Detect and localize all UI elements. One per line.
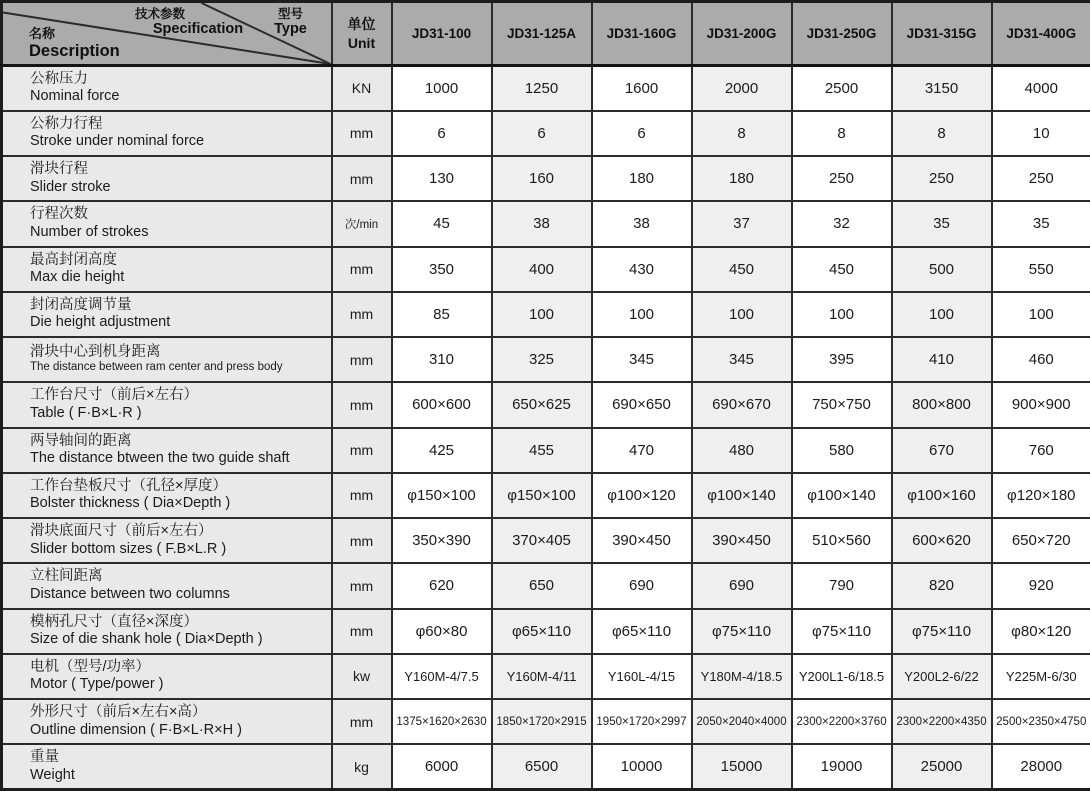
column-header-jd31-160g: JD31-160G (592, 2, 692, 66)
spec-value: 160 (492, 156, 592, 201)
spec-value: 500 (892, 247, 992, 292)
row-label-cn: 行程次数 (30, 206, 88, 223)
row-label (2, 201, 332, 246)
spec-value: 130 (392, 156, 492, 201)
row-label-en: Stroke under nominal force (30, 133, 205, 150)
row-label-en: Bolster thickness ( Dia×Depth ) (30, 495, 231, 512)
spec-value: φ75×110 (892, 609, 992, 654)
spec-value: 100 (592, 292, 692, 337)
spec-value: 180 (692, 156, 792, 201)
row-unit: kg (332, 744, 392, 789)
spec-value: 345 (692, 337, 792, 382)
spec-value: 650×625 (492, 382, 592, 427)
row-label (2, 518, 332, 563)
header-unit-cn: 单位 (347, 16, 376, 33)
spec-row (2, 382, 1090, 427)
spec-value: φ100×120 (592, 473, 692, 518)
spec-value: 100 (992, 292, 1090, 337)
spec-value: 550 (992, 247, 1090, 292)
row-label-cn: 公称力行程 (30, 115, 103, 132)
spec-value: 2300×2200×3760 (792, 699, 892, 744)
spec-value: 370×405 (492, 518, 592, 563)
spec-value: 8 (692, 111, 792, 156)
diagonal-header-cell (2, 2, 332, 66)
row-label-cn: 滑块行程 (30, 161, 88, 178)
spec-value: 35 (992, 201, 1090, 246)
spec-value: 430 (592, 247, 692, 292)
row-label (2, 292, 332, 337)
spec-row (2, 518, 1090, 563)
row-label-en: Slider stroke (30, 178, 111, 195)
spec-value: 650 (492, 563, 592, 608)
spec-value: 395 (792, 337, 892, 382)
spec-value: 100 (492, 292, 592, 337)
spec-value: φ65×110 (492, 609, 592, 654)
spec-value: Y180M-4/18.5 (692, 654, 792, 699)
spec-value: 6 (492, 111, 592, 156)
column-header-jd31-400g: JD31-400G (992, 2, 1090, 66)
row-label (2, 654, 332, 699)
spec-value: 790 (792, 563, 892, 608)
spec-value: 600×620 (892, 518, 992, 563)
spec-value: 690 (692, 563, 792, 608)
row-unit: mm (332, 247, 392, 292)
spec-value: 250 (792, 156, 892, 201)
header-row (2, 2, 1090, 66)
spec-value: 390×450 (692, 518, 792, 563)
spec-value: φ100×140 (792, 473, 892, 518)
spec-value: 6500 (492, 744, 592, 789)
spec-row (2, 428, 1090, 473)
spec-value: 180 (592, 156, 692, 201)
spec-value: 580 (792, 428, 892, 473)
spec-value: 460 (992, 337, 1090, 382)
spec-value: 650×720 (992, 518, 1090, 563)
spec-value: 1950×1720×2997 (592, 699, 692, 744)
spec-value: Y160M-4/11 (492, 654, 592, 699)
spec-value: φ120×180 (992, 473, 1090, 518)
row-unit: mm (332, 292, 392, 337)
spec-value: 2500×2350×4750 (992, 699, 1090, 744)
spec-value: 28000 (992, 744, 1090, 789)
spec-value: 38 (492, 201, 592, 246)
row-label-en: Slider bottom sizes ( F.B×L.R ) (30, 540, 227, 557)
spec-value: φ150×100 (392, 473, 492, 518)
spec-value: 10 (992, 111, 1090, 156)
spec-value: 510×560 (792, 518, 892, 563)
spec-value: Y200L1-6/18.5 (792, 654, 892, 699)
spec-value: 1375×1620×2630 (392, 699, 492, 744)
row-label (2, 337, 332, 382)
spec-value: 1600 (592, 66, 692, 111)
spec-value: 45 (392, 201, 492, 246)
spec-row (2, 292, 1090, 337)
row-label-en: Die height adjustment (30, 314, 171, 331)
spec-value: 100 (692, 292, 792, 337)
row-label (2, 156, 332, 201)
row-label-cn: 电机（型号/功率） (30, 658, 151, 675)
spec-value: 450 (792, 247, 892, 292)
spec-value: 900×900 (992, 382, 1090, 427)
spec-value: 350×390 (392, 518, 492, 563)
spec-value: 920 (992, 563, 1090, 608)
spec-value: 250 (992, 156, 1090, 201)
row-label-en: Size of die shank hole ( Dia×Depth ) (30, 631, 263, 648)
spec-value: 690×650 (592, 382, 692, 427)
column-header-jd31-315g: JD31-315G (892, 2, 992, 66)
row-unit: mm (332, 337, 392, 382)
spec-value: 6 (392, 111, 492, 156)
header-type-cn: 型号 (277, 7, 303, 21)
header-type-label (259, 7, 323, 38)
spec-row (2, 609, 1090, 654)
spec-value: φ75×110 (692, 609, 792, 654)
row-label-en: Distance between two columns (30, 585, 230, 602)
row-label-en: Nominal force (30, 88, 120, 105)
spec-value: 600×600 (392, 382, 492, 427)
spec-value: 85 (392, 292, 492, 337)
row-label-en: Weight (30, 766, 75, 783)
spec-value: 2050×2040×4000 (692, 699, 792, 744)
row-unit: 次/min (332, 201, 392, 246)
spec-value: φ100×160 (892, 473, 992, 518)
row-unit: mm (332, 111, 392, 156)
spec-row (2, 156, 1090, 201)
spec-value: 390×450 (592, 518, 692, 563)
spec-row (2, 66, 1090, 111)
row-label (2, 563, 332, 608)
header-type-en: Type (274, 21, 307, 38)
row-unit: mm (332, 699, 392, 744)
spec-value: 19000 (792, 744, 892, 789)
spec-value: 250 (892, 156, 992, 201)
row-unit: mm (332, 156, 392, 201)
spec-value: 820 (892, 563, 992, 608)
column-header-jd31-125a: JD31-125A (492, 2, 592, 66)
spec-value: 470 (592, 428, 692, 473)
row-label (2, 609, 332, 654)
spec-value: 2500 (792, 66, 892, 111)
spec-value: φ80×120 (992, 609, 1090, 654)
spec-value: Y160M-4/7.5 (392, 654, 492, 699)
spec-value: Y160L-4/15 (592, 654, 692, 699)
row-unit: mm (332, 428, 392, 473)
spec-value: Y200L2-6/22 (892, 654, 992, 699)
spec-value: 2000 (692, 66, 792, 111)
row-label-cn: 滑块底面尺寸（前后×左右） (30, 523, 213, 540)
row-label-cn: 工作台垫板尺寸（孔径×厚度） (30, 477, 227, 494)
spec-value: φ75×110 (792, 609, 892, 654)
spec-value: 6 (592, 111, 692, 156)
row-label (2, 744, 332, 789)
spec-value: φ150×100 (492, 473, 592, 518)
row-label (2, 428, 332, 473)
spec-value: 750×750 (792, 382, 892, 427)
row-unit: mm (332, 518, 392, 563)
spec-value: 3150 (892, 66, 992, 111)
spec-value: 800×800 (892, 382, 992, 427)
row-label-en: Table ( F·B×L·R ) (30, 404, 142, 421)
row-label-cn: 封闭高度调节量 (30, 296, 132, 313)
spec-row (2, 247, 1090, 292)
row-unit: mm (332, 382, 392, 427)
row-label-en: Motor ( Type/power ) (30, 676, 164, 693)
header-unit-en: Unit (347, 34, 376, 51)
spec-value: 10000 (592, 744, 692, 789)
spec-row (2, 201, 1090, 246)
column-header-jd31-250g: JD31-250G (792, 2, 892, 66)
spec-value: 8 (892, 111, 992, 156)
row-label (2, 66, 332, 111)
header-unit (332, 2, 392, 66)
spec-value: 32 (792, 201, 892, 246)
header-specification-cn: 技术参数 (134, 7, 185, 21)
spec-value: 450 (692, 247, 792, 292)
spec-value: 620 (392, 563, 492, 608)
spec-value: 100 (892, 292, 992, 337)
row-label (2, 473, 332, 518)
spec-value: 425 (392, 428, 492, 473)
spec-row (2, 563, 1090, 608)
spec-value: Y225M-6/30 (992, 654, 1090, 699)
spec-value: 325 (492, 337, 592, 382)
spec-value: 400 (492, 247, 592, 292)
row-label-cn: 模柄孔尺寸（直径×深度） (30, 613, 198, 630)
spec-table-body (2, 66, 1090, 790)
spec-value: φ100×140 (692, 473, 792, 518)
spec-value: φ60×80 (392, 609, 492, 654)
row-label-cn: 工作台尺寸（前后×左右） (30, 387, 198, 404)
spec-value: 690×670 (692, 382, 792, 427)
spec-value: 8 (792, 111, 892, 156)
spec-value: 350 (392, 247, 492, 292)
row-label (2, 699, 332, 744)
header-description-label (29, 27, 120, 61)
row-label-en: The distance btween the two guide shaft (30, 450, 290, 467)
spec-value: 6000 (392, 744, 492, 789)
spec-value: 670 (892, 428, 992, 473)
row-label-cn: 公称压力 (30, 70, 88, 87)
row-label-en: The distance between ram center and press body (30, 361, 283, 374)
spec-value: φ65×110 (592, 609, 692, 654)
spec-value: 15000 (692, 744, 792, 789)
row-unit: mm (332, 563, 392, 608)
row-label (2, 247, 332, 292)
row-label-en: Max die height (30, 269, 125, 286)
spec-row (2, 473, 1090, 518)
row-label-cn: 重量 (30, 749, 59, 766)
row-label-cn: 立柱间距离 (30, 568, 103, 585)
spec-row (2, 654, 1090, 699)
spec-value: 480 (692, 428, 792, 473)
row-label (2, 111, 332, 156)
header-description-cn: 名称 (29, 26, 56, 42)
row-label (2, 382, 332, 427)
row-unit: mm (332, 609, 392, 654)
spec-row (2, 744, 1090, 789)
row-label-cn: 滑块中心到机身距离 (30, 344, 161, 361)
row-label-en: Number of strokes (30, 223, 149, 240)
column-header-jd31-100: JD31-100 (392, 2, 492, 66)
spec-value: 1000 (392, 66, 492, 111)
spec-value: 37 (692, 201, 792, 246)
spec-value: 345 (592, 337, 692, 382)
spec-row (2, 699, 1090, 744)
spec-value: 1250 (492, 66, 592, 111)
spec-value: 25000 (892, 744, 992, 789)
header-specification-en: Specification (152, 21, 244, 38)
row-unit: mm (332, 473, 392, 518)
row-unit: KN (332, 66, 392, 111)
row-unit: kw (332, 654, 392, 699)
spec-value: 35 (892, 201, 992, 246)
spec-value: 310 (392, 337, 492, 382)
spec-value: 760 (992, 428, 1090, 473)
spec-value: 455 (492, 428, 592, 473)
row-label-cn: 两导轴间的距离 (30, 432, 132, 449)
row-label-cn: 最高封闭高度 (30, 251, 117, 268)
spec-value: 410 (892, 337, 992, 382)
spec-value: 4000 (992, 66, 1090, 111)
column-header-jd31-200g: JD31-200G (692, 2, 792, 66)
spec-row (2, 111, 1090, 156)
header-description-en: Description (29, 42, 120, 61)
spec-row (2, 337, 1090, 382)
row-label-cn: 外形尺寸（前后×左右×高） (30, 704, 207, 721)
spec-value: 38 (592, 201, 692, 246)
spec-value: 1850×1720×2915 (492, 699, 592, 744)
spec-value: 100 (792, 292, 892, 337)
spec-value: 690 (592, 563, 692, 608)
spec-value: 2300×2200×4350 (892, 699, 992, 744)
row-label-en: Outline dimension ( F·B×L·R×H ) (30, 721, 242, 738)
